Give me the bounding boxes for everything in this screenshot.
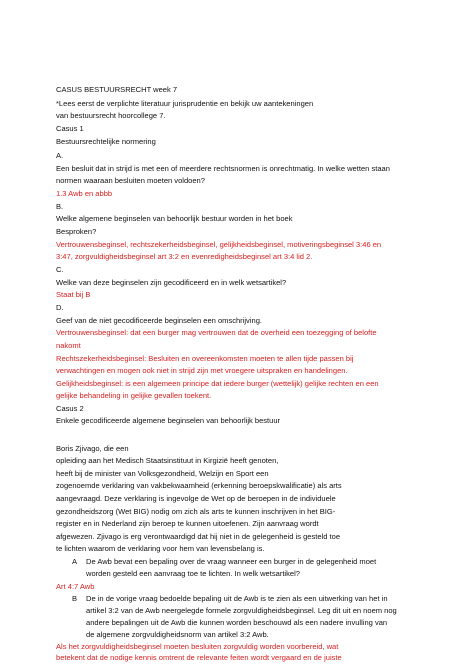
casus1-d-answer-4: verwachtingen en mogen ook niet in strijd zijn met vroegere uitspraken en handelingen. — [56, 366, 348, 375]
casus2-b-question-2: artikel 3:2 van de Awb neergelegde formele zorgvuldigheidsbeginsel. Leg dit uit en noem nog — [86, 606, 397, 615]
casus2-a-label: A — [72, 557, 78, 566]
casus2-story-2: opleiding aan het Medisch Staatsinstituut in Kirgizië heeft genoten, — [56, 456, 279, 465]
casus1-d-question: Geef van de niet gecodificeerde beginselen een omschrijving. — [56, 316, 262, 325]
document-title: CASUS BESTUURSRECHT week 7 — [56, 85, 178, 94]
casus1-b-question-1: Welke algemene beginselen van behoorlijk bestuur worden in het boek — [56, 214, 293, 223]
casus2-a-answer: Art 4:7 Awb — [56, 582, 95, 591]
casus1-b-question-2: Besproken? — [56, 227, 97, 236]
casus1-c-question: Welke van deze beginselen zijn gecodificeerd en in welk wetsartikel? — [56, 278, 287, 287]
casus1-heading: Casus 1 — [56, 124, 84, 133]
casus1-d-answer-3: Rechtszekerheidsbeginsel: Besluiten en overeenkomsten moeten te allen tijde passen bij — [56, 354, 354, 363]
casus2-story-1: Boris Zjivago, die een — [56, 444, 129, 453]
casus1-d-answer-1: Vertrouwensbeginsel: dat een burger mag vertrouwen dat de overheid een toezegging of belofte — [56, 328, 377, 337]
casus2-story-7: register en in Nederland zijn beroep te kunnen uitoefenen. Zijn aanvraag wordt — [56, 519, 319, 528]
casus2-a-question-2: worden gesteld een aanvraag toe te lichten. In welk wetsartikel? — [86, 569, 300, 578]
casus2-story-5: aangevraagd. Deze verklaring is ingevolge de Wet op de beroepen in de individuele — [56, 494, 336, 503]
casus1-a-question-1: Een besluit dat in strijd is met een of meerdere rechtsnormen is onrechtmatig. In welke wetten staan — [56, 164, 390, 173]
casus2-story-6: gezondheidszorg (Wet BIG) nodig om zich als arts te kunnen inschrijven in het BIG- — [56, 507, 336, 516]
casus2-story-8: afgewezen. Zjivago is erg verontwaardigd dat hij niet in de gelegenheid is gesteld toe — [56, 532, 341, 541]
casus1-subheading: Bestuursrechtelijke normering — [56, 137, 156, 146]
casus1-a-label: A. — [56, 151, 64, 160]
casus1-a-answer: 1.3 Awb en abbb — [56, 189, 113, 198]
casus2-b-label: B — [72, 594, 78, 603]
casus2-a-question-1: De Awb bevat een bepaling over de vraag wanneer een burger in de gelegenheid moet — [86, 557, 377, 566]
casus2-b-question-4: de algemene zorgvuldigheidsnorm van artikel 3:2 Awb. — [86, 630, 269, 639]
casus2-b-question-1: De in de vorige vraag bedoelde bepaling uit de Awb is te zien als een uitwerking van het in — [86, 594, 388, 603]
casus1-c-answer: Staat bij B — [56, 290, 91, 299]
casus2-subheading: Enkele gecodificeerde algemene beginselen van behoorlijk bestuur — [56, 416, 281, 425]
casus1-c-label: C. — [56, 265, 64, 274]
casus2-heading: Casus 2 — [56, 404, 84, 413]
casus1-b-answer-2: 3:47, zorgvuldigheidsbeginsel art 3:2 en evenredigheidsbeginsel art 3:4 lid 2. — [56, 252, 313, 261]
casus2-b-answer-1: Als het zorgvuldigheidsbeginsel moeten besluiten zorgvuldig worden voorbereid, wat — [56, 642, 339, 651]
intro-line-2: van bestuursrecht hoorcollege 7. — [56, 111, 166, 120]
casus1-d-answer-2: nakomt — [56, 341, 81, 350]
casus1-a-question-2: normen waaraan besluiten moeten voldoen? — [56, 176, 205, 185]
casus2-b-answer-2: betekent dat de nodige kennis omtrent de relevante feiten wordt vergaard en de juiste — [56, 653, 342, 662]
casus1-d-answer-5: Gelijkheidsbeginsel: is een algemeen principe dat iedere burger (wettelijk) gelijke rechten en een — [56, 379, 379, 388]
casus2-b-question-3: andere bepalingen uit de Awb die kunnen worden beschouwd als een nadere invulling van — [86, 618, 388, 627]
casus1-b-label: B. — [56, 202, 64, 211]
casus2-story-4: zogenoemde verklaring van vakbekwaamheid (erkenning beroepskwalificatie) als arts — [56, 481, 342, 490]
casus2-story-3: heeft bij de minister van Volksgezondheid, Welzijn en Sport een — [56, 469, 269, 478]
intro-line-1: *Lees eerst de verplichte literatuur jurisprudentie en bekijk uw aantekeningen — [56, 99, 314, 108]
casus2-story-9: te lichten waarom de verklaring voor hem van levensbelang is. — [56, 544, 265, 553]
casus1-b-answer-1: Vertrouwensbeginsel, rechtszekerheidsbeginsel, gelijkheidsbeginsel, motiveringsbeginsel 3:46 en — [56, 240, 382, 249]
casus1-d-label: D. — [56, 303, 64, 312]
casus1-d-answer-6: gelijke behandeling in gelijke gevallen toekent. — [56, 391, 212, 400]
